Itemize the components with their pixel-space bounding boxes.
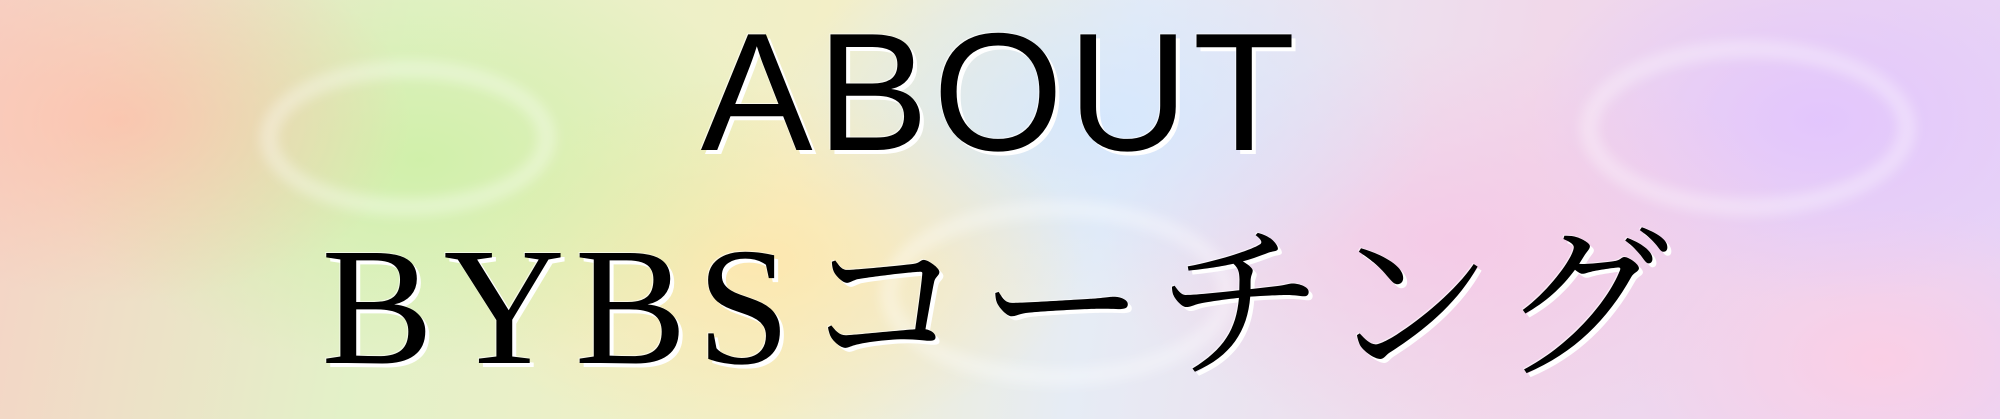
- banner-title-bybs-coaching: BYBSコーチング: [321, 214, 1679, 400]
- banner-title-about: ABOUT: [700, 0, 1300, 186]
